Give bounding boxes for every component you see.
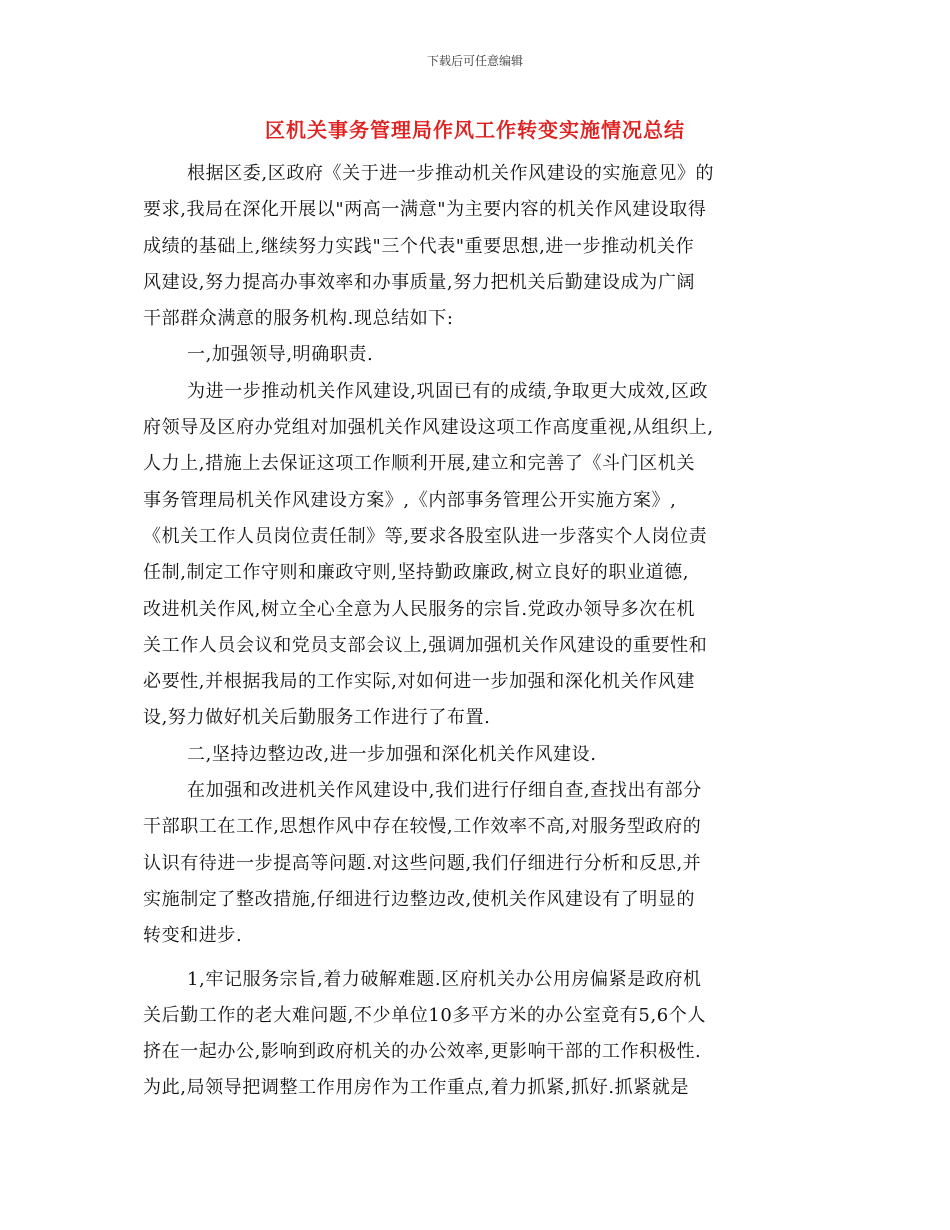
text-line: 干部职工在工作,思想作风中存在较慢,工作效率不高,对服务型政府的 — [143, 816, 702, 838]
text-line: 认识有待进一步提高等问题.对这些问题,我们仔细进行分析和反思,并 — [143, 852, 702, 874]
text-line: 转变和进步. — [143, 925, 243, 947]
text-line: 一,加强领导,明确职责. — [187, 344, 374, 366]
text-line: 干部群众满意的服务机构.现总结如下: — [143, 308, 454, 330]
text-line: 根据区委,区政府《关于进一步推动机关作风建设的实施意见》的 — [187, 163, 715, 184]
text-line: 为进一步推动机关作风建设,巩固已有的成绩,争取更大成效,区政 — [187, 380, 709, 402]
text-line: 《机关工作人员岗位责任制》等,要求各股室队进一步落实个人岗位责 — [143, 525, 708, 547]
text-line: 关工作人员会议和党员支部会议上,强调加强机关作风建设的重要性和 — [143, 634, 708, 656]
text-line: 在加强和改进机关作风建设中,我们进行仔细自查,查找出有部分 — [187, 780, 702, 802]
text-line: 任制,制定工作守则和廉政守则,坚持勤政廉政,树立良好的职业道德, — [143, 562, 690, 584]
text-line: 挤在一起办公,影响到政府机关的办公效率,更影响干部的工作积极性. — [143, 1041, 702, 1063]
paragraph-gap — [143, 955, 808, 962]
text-line: 风建设,努力提高办事效率和办事质量,努力把机关后勤建设成为广阔 — [143, 271, 696, 293]
text-line: 关后勤工作的老大难问题,不少单位10多平方米的办公室竟有5,6个人 — [143, 1004, 707, 1026]
text-line: 为此,局领导把调整工作用房作为工作重点,着力抓紧,抓好.抓紧就是 — [143, 1077, 690, 1099]
text-line: 必要性,并根据我局的工作实际,对如何进一步加强和深化机关作风建 — [143, 671, 696, 693]
text-line: 事务管理局机关作风建设方案》,《内部事务管理公开实施方案》, — [143, 489, 677, 511]
text-line: 实施制定了整改措施,仔细进行边整边改,使机关作风建设有了明显的 — [143, 888, 696, 910]
document-body — [143, 156, 808, 1107]
text-line: 1,牢记服务宗旨,着力破解难题.区府机关办公用房偏紧是政府机 — [187, 968, 702, 990]
document-title: 区机关事务管理局作风工作转变实施情况总结 — [265, 118, 685, 142]
text-line: 人力上,措施上去保证这项工作顺利开展,建立和完善了《斗门区机关 — [143, 453, 696, 475]
text-line: 要求,我局在深化开展以"两高一满意"为主要内容的机关作风建设取得 — [143, 199, 707, 221]
text-line: 设,努力做好机关后勤服务工作进行了布置. — [143, 707, 491, 729]
text-line: 府领导及区府办党组对加强机关作风建设这项工作高度重视,从组织上, — [143, 417, 714, 439]
text-line: 二,坚持边整边改,进一步加强和深化机关作风建设. — [187, 743, 597, 765]
text-line: 成绩的基础上,继续努力实践"三个代表"重要思想,进一步推动机关作 — [143, 235, 695, 257]
text-line: 改进机关作风,树立全心全意为人民服务的宗旨.党政办领导多次在机 — [143, 598, 696, 620]
page-header: 下载后可任意编辑 — [426, 54, 523, 68]
